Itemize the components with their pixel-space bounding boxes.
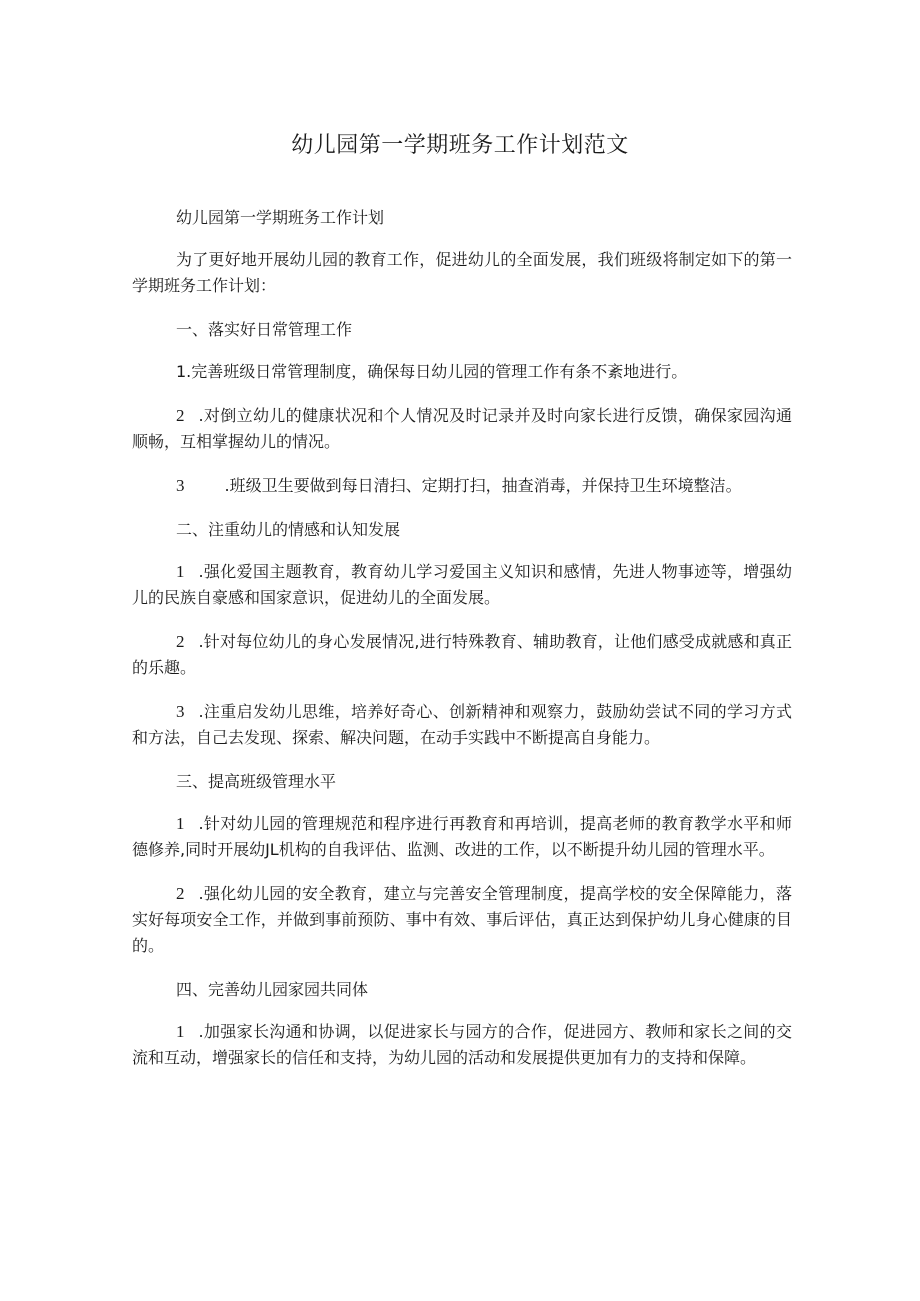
- paragraph-text: .对倒立幼儿的健康状况和个人情况及时记录并及时向家长进行反馈，确保家园沟通顺畅，互相掌握幼儿的情况。: [132, 406, 792, 451]
- plan-subtitle: [132, 205, 792, 231]
- list-item: [132, 359, 792, 385]
- paragraph-text: 1.完善班级日常管理制度，确保每日幼儿园的管理工作有条不紊地进行。: [176, 362, 688, 381]
- paragraph-text: 为了更好地开展幼儿园的教育工作，促进幼儿的全面发展，我们班级将制定如下的第一学期班务工作计划：: [132, 250, 792, 295]
- item-number: 2: [176, 884, 185, 903]
- list-item: [132, 403, 792, 455]
- list-item: [132, 811, 792, 863]
- paragraph-text: .加强家长沟通和协调，以促进家长与园方的合作，促进园方、教师和家长之间的交流和互动，增强家长的信任和支持，为幼儿园的活动和发展提供更加有力的支持和保障。: [132, 1022, 792, 1067]
- item-number: 2: [176, 632, 185, 651]
- paragraph-text: 四、完善幼儿园家园共同体: [176, 980, 369, 999]
- section-heading: [132, 977, 792, 1003]
- item-number: 1: [176, 814, 185, 833]
- paragraph-text: .班级卫生要做到每日清扫、定期打扫，抽查消毒，并保持卫生环境整洁。: [224, 476, 742, 495]
- paragraph-text: .强化幼儿园的安全教育，建立与完善安全管理制度，提高学校的安全保障能力，落实好每项安全工作，并做到事前预防、事中有效、事后评估，真正达到保护幼儿身心健康的目的。: [132, 884, 792, 955]
- list-item: [132, 629, 792, 681]
- document-title: 幼儿园第一学期班务工作计划范文: [291, 133, 629, 158]
- paragraph-text: 三、提高班级管理水平: [176, 772, 337, 791]
- paragraph-text: 幼儿园第一学期班务工作计划: [176, 208, 385, 227]
- intro-paragraph: [132, 247, 792, 299]
- paragraph-text: .注重启发幼儿思维，培养好奇心、创新精神和观察力，鼓励幼尝试不同的学习方式和方法，自己去发现、探索、解决问题，在动手实践中不断提高自身能力。: [132, 702, 792, 747]
- paragraph-text: .针对每位幼儿的身心发展情况,进行特殊教育、辅助教育，让他们感受成就感和真正的乐趣。: [132, 632, 792, 677]
- paragraph-text: .强化爱国主题教育，教育幼儿学习爱国主义知识和感情，先进人物事迹等，增强幼儿的民族自豪感和国家意识，促进幼儿的全面发展。: [132, 562, 792, 607]
- section-heading: [132, 517, 792, 543]
- paragraph-text: .针对幼儿园的管理规范和程序进行再教育和再培训，提高老师的教育教学水平和师德修养,同时开展幼JL机构的自我评估、监测、改进的工作，以不断提升幼儿园的管理水平。: [132, 814, 792, 859]
- section-heading: [132, 317, 792, 343]
- paragraph-text: 一、落实好日常管理工作: [176, 320, 353, 339]
- document-body: [132, 205, 792, 1089]
- item-number: 1: [176, 562, 185, 581]
- list-item: [132, 1019, 792, 1071]
- item-number: 3: [176, 476, 185, 495]
- section-heading: [132, 769, 792, 795]
- paragraph-text: 二、注重幼儿的情感和认知发展: [176, 520, 401, 539]
- item-number: 2: [176, 406, 185, 425]
- list-item: [132, 559, 792, 611]
- item-number: 1: [176, 1022, 185, 1041]
- list-item: [132, 473, 792, 499]
- item-number: 3: [176, 702, 185, 721]
- list-item: [132, 881, 792, 959]
- list-item: [132, 699, 792, 751]
